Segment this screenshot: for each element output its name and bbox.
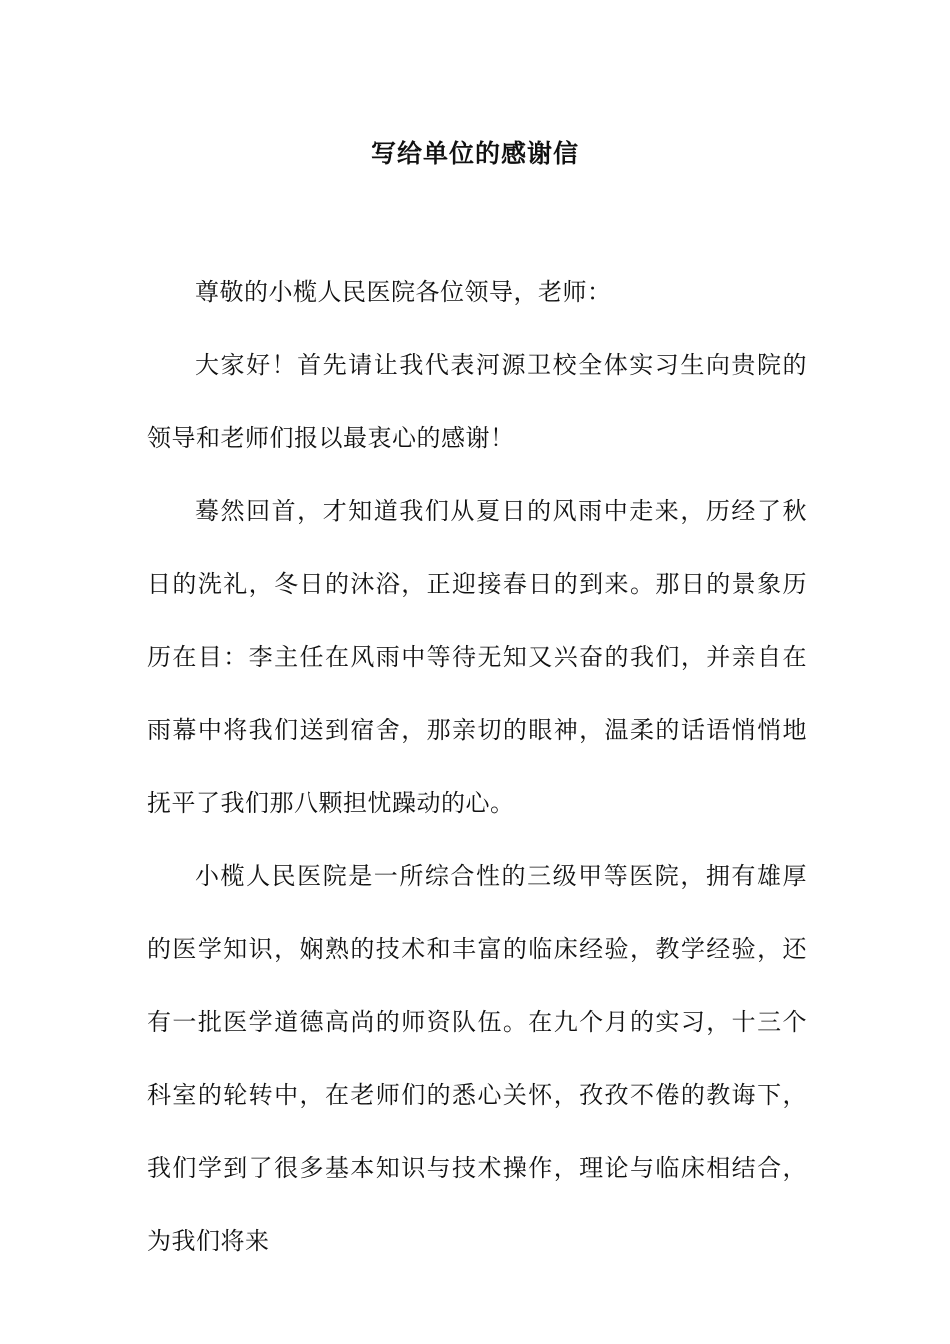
greeting-paragraph: 大家好！首先请让我代表河源卫校全体实习生向贵院的领导和老师们报以最衷心的感谢！ [147, 351, 807, 452]
hospital-paragraph: 小榄人民医院是一所综合性的三级甲等医院，拥有雄厚的医学知识，娴熟的技术和丰富的临床经验，教学经验，还有一批医学道德高尚的师资队伍。在九个月的实习，十三个科室的轮转中，在老师们的悉心关怀，孜孜不倦的教诲下，我们学到了很多基本知识与技术操作，理论与临床相结合，为我们将来 [147, 862, 807, 1255]
memory-paragraph: 蓦然回首，才知道我们从夏日的风雨中走来，历经了秋日的洗礼，冬日的沐浴，正迎接春日的到来。那日的景象历历在目：李主任在风雨中等待无知又兴奋的我们，并亲自在雨幕中将我们送到宿舍，那亲切的眼神，温柔的话语悄悄地抚平了我们那八颗担忧躁动的心。 [147, 497, 807, 817]
letter-body [147, 256, 807, 1278]
salutation-paragraph: 尊敬的小榄人民医院各位领导，老师： [195, 278, 612, 306]
letter-title: 写给单位的感谢信 [370, 139, 579, 168]
